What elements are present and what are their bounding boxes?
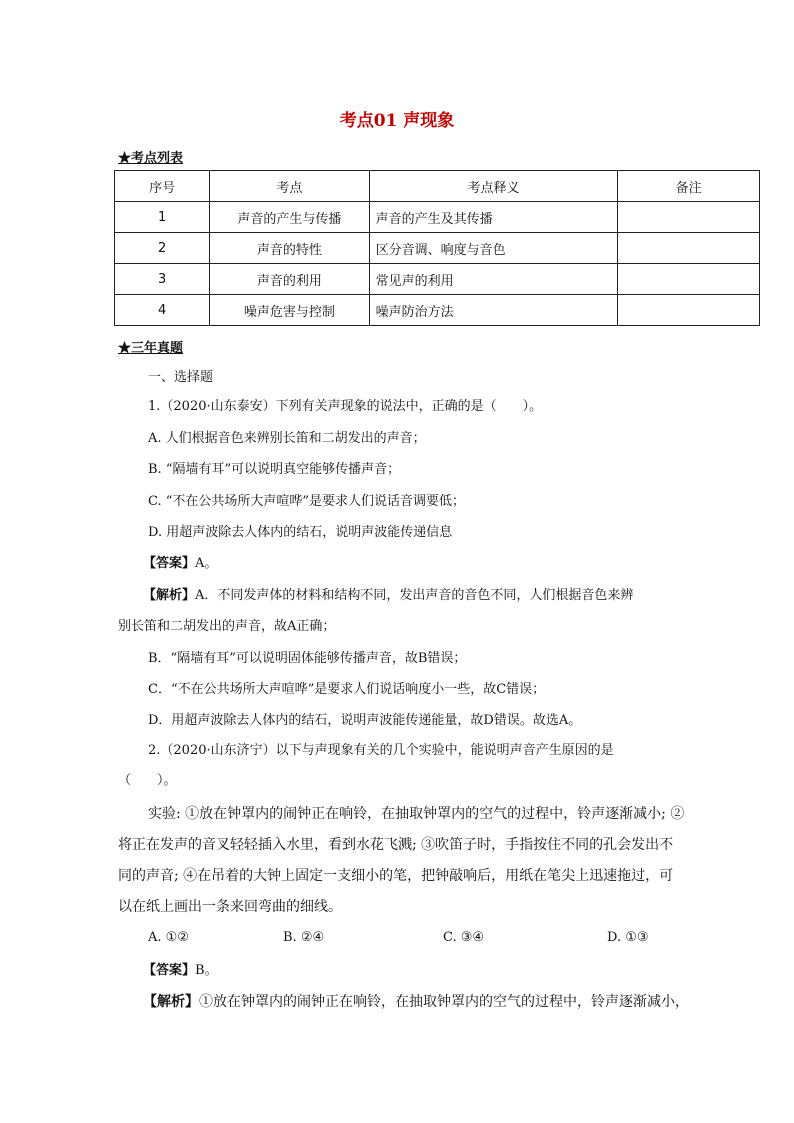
table-cell-no: 4 xyxy=(115,295,210,326)
column-header: 备注 xyxy=(618,171,760,202)
q2-option-d: D. ①③ xyxy=(607,930,649,945)
table-cell-topic: 声音的产生与传播 xyxy=(210,202,369,233)
topic-table xyxy=(114,170,760,326)
analysis-tag: 【解析】 xyxy=(143,588,196,603)
q1-option-c: C. “不在公共场所大声喧哗”是要求人们说话音调要低； xyxy=(148,494,466,509)
answer-tag: 【答案】 xyxy=(143,963,196,978)
q1-analysis-line: D．用超声波除去人体内的结石，说明声波能传递能量，故D错误。故选A。 xyxy=(148,713,582,728)
answer-value: A。 xyxy=(195,556,218,571)
table-row xyxy=(115,202,760,233)
table-cell-no: 3 xyxy=(115,264,210,295)
table-cell-no: 2 xyxy=(115,233,210,264)
table-cell-topic: 声音的利用 xyxy=(210,264,369,295)
q2-analysis-line xyxy=(143,993,689,1011)
q2-option-c: C. ③④ xyxy=(443,930,485,945)
q2-stem: 2.（2020·山东济宁）以下与声现象有关的几个实验中，能说明声音产生原因的是 xyxy=(148,743,614,758)
table-cell-no: 1 xyxy=(115,202,210,233)
q2-experiment-line: 实验: ①放在钟罩内的闹钟正在响铃，在抽取钟罩内的空气的过程中，铃声逐渐减小; ② xyxy=(148,806,685,822)
table-row xyxy=(115,264,760,295)
page-title: 考点01 声现象 xyxy=(339,111,455,131)
part-heading: 一、选择题 xyxy=(148,370,214,385)
answer-value: B。 xyxy=(195,963,218,978)
analysis-text: A．不同发声体的材料和结构不同，发出声音的音色不同，人们根据音色来辨 xyxy=(195,588,634,603)
q1-stem: 1.（2020·山东泰安）下列有关声现象的说法中，正确的是（ ）。 xyxy=(148,399,543,414)
table-cell-note xyxy=(618,233,760,264)
q1-analysis-line xyxy=(143,587,633,605)
table-header-row xyxy=(115,171,760,202)
table-cell-desc: 声音的产生及其传播 xyxy=(369,202,618,233)
table-cell-note xyxy=(618,295,760,326)
table-cell-desc: 区分音调、响度与音色 xyxy=(369,233,618,264)
table-cell-note xyxy=(618,264,760,295)
section-heading-past-exams: ★三年真题 xyxy=(118,341,184,356)
table-row xyxy=(115,295,760,326)
q1-option-d: D. 用超声波除去人体内的结石，说明声波能传递信息 xyxy=(148,525,453,540)
analysis-text: ①放在钟罩内的闹钟正在响铃，在抽取钟罩内的空气的过程中，铃声逐渐减小， xyxy=(199,994,689,1010)
table-cell-desc: 常见声的利用 xyxy=(369,264,618,295)
q1-option-b: B. “隔墙有耳”可以说明真空能够传播声音； xyxy=(148,462,401,477)
table-cell-topic: 噪声危害与控制 xyxy=(210,295,369,326)
q1-analysis-line: B．“隔墙有耳”可以说明固体能够传播声音，故B错误； xyxy=(148,651,467,666)
q2-experiment-line: 同的声音; ④在吊着的大钟上固定一支细小的笔，把钟敲响后，用纸在笔尖上迅速拖过，可 xyxy=(118,868,674,884)
q1-analysis-line: C．“不在公共场所大声喧哗”是要求人们说话响度小一些，故C错误； xyxy=(148,682,546,697)
table-cell-note xyxy=(618,202,760,233)
q1-option-a: A. 人们根据音色来辨别长笛和二胡发出的声音； xyxy=(148,431,426,446)
column-header: 考点 xyxy=(210,171,369,202)
q2-experiment-line: 将正在发声的音叉轻轻插入水里，看到水花飞溅; ③吹笛子时，手指按住不同的孔会发出不 xyxy=(118,837,674,853)
table-row xyxy=(115,233,760,264)
table-cell-desc: 噪声防治方法 xyxy=(369,295,618,326)
q2-option-a: A. ①② xyxy=(148,930,189,945)
column-header: 序号 xyxy=(115,171,210,202)
table-cell-topic: 声音的特性 xyxy=(210,233,369,264)
section-heading-topic-list: ★考点列表 xyxy=(118,151,184,166)
q1-analysis-line: 别长笛和二胡发出的声音，故A正确； xyxy=(118,619,336,634)
analysis-tag: 【解析】 xyxy=(143,994,199,1010)
answer-tag: 【答案】 xyxy=(143,556,196,571)
q2-option-b: B. ②④ xyxy=(283,930,325,945)
q2-answer xyxy=(143,962,218,980)
column-header: 考点释义 xyxy=(369,171,618,202)
q2-experiment-line: 以在纸上画出一条来回弯曲的细线。 xyxy=(118,899,342,915)
q1-answer xyxy=(143,555,217,573)
q2-stem-cont: （ ）。 xyxy=(118,773,177,788)
